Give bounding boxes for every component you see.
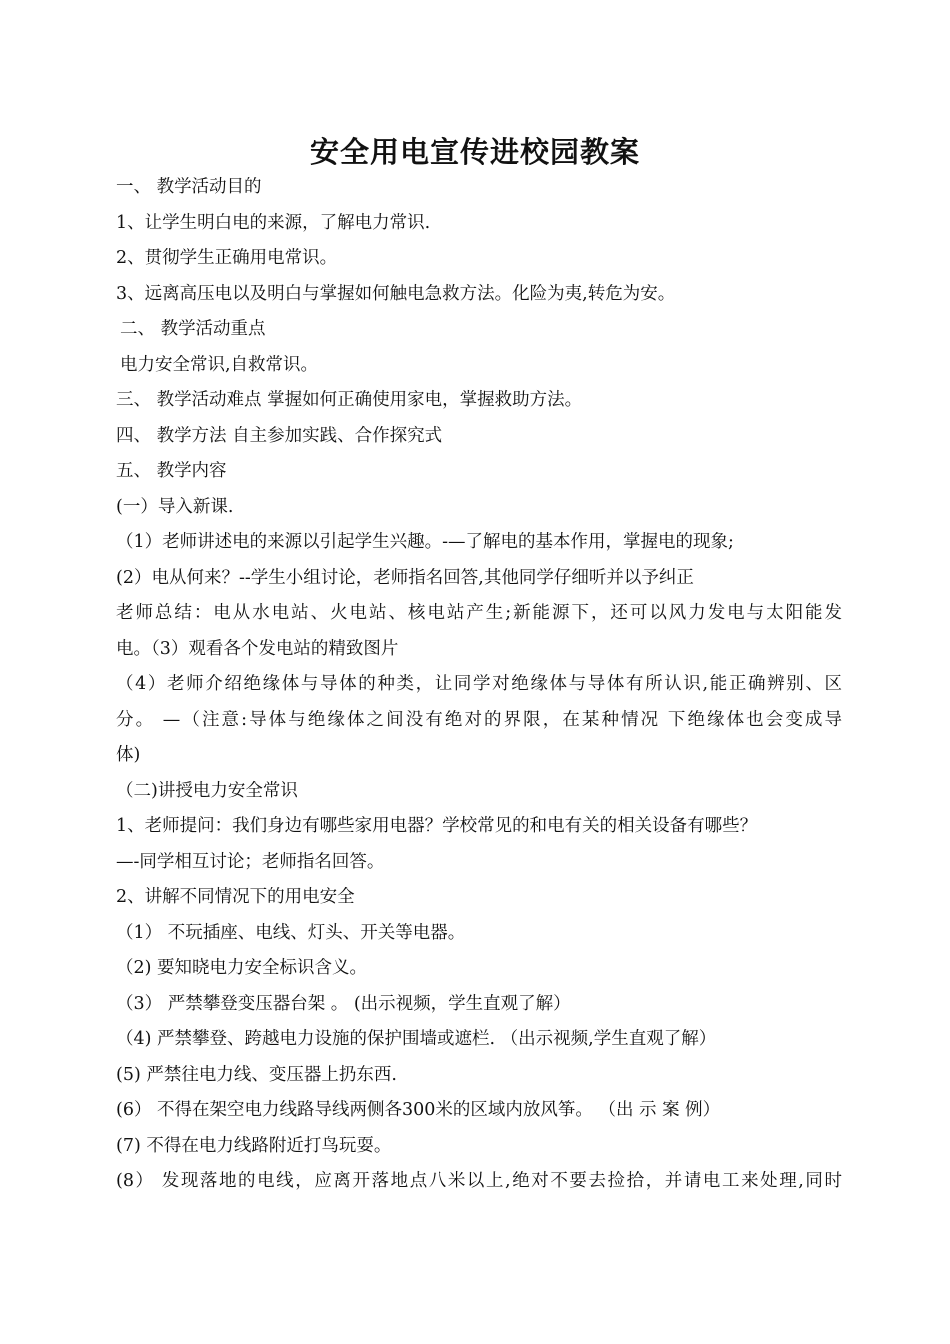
content-line: （1）老师讲述电的来源以引起学生兴趣。-—了解电的基本作用，掌握电的现象; [116,532,734,552]
content-line: (2）电从何来？--学生小组讨论，老师指名回答,其他同学仔细听并以予纠正 [116,567,694,588]
content-line: （4）老师介绍绝缘体与导体的种类，让同学对绝缘体与导体有所认识,能正确辨别、区 [116,674,842,694]
safety-rule: （2) 要知晓电力安全标识含义。 [116,958,368,978]
heading-difficulties: 三、 教学活动难点 掌握如何正确使用家电，掌握救助方法。 [116,390,583,410]
safety-rule: （3） 严禁攀登变压器台架 。 (出示视频，学生直观了解） [116,993,571,1014]
content-line: 2、讲解不同情况下的用电安全 [116,887,355,907]
key-points-text: 电力安全常识,自救常识。 [120,354,319,375]
content-line: 分。 —（注意:导体与绝缘体之间没有绝对的界限，在某种情况 下绝缘体也会变成导 [116,709,842,730]
objective-item-3: 3、远离高压电以及明白与掌握如何触电急救方法。化险为夷,转危为安。 [116,283,676,304]
content-line: 体) [116,745,141,765]
heading-objectives: 一、 教学活动目的 [116,177,262,197]
objective-item-2: 2、贯彻学生正确用电常识。 [116,248,338,268]
heading-methods: 四、 教学方法 自主参加实践、合作探究式 [116,425,443,446]
safety-rule: (5) 严禁往电力线、变压器上扔东西. [116,1064,397,1085]
content-line: 电。（3）观看各个发电站的精致图片 [116,638,399,659]
objective-item-1: 1、让学生明白电的来源，了解电力常识. [116,212,431,233]
heading-content: 五、 教学内容 [116,461,227,481]
document-body [116,170,842,1200]
content-line: 老师总结：电从水电站、火电站、核电站产生;新能源下，还可以风力发电与太阳能发 [116,603,842,623]
safety-rule: (6） 不得在架空电力线路导线两侧各300米的区域内放风筝。 （出 示 案 例） [116,1100,721,1120]
safety-rule: （4) 严禁攀登、跨越电力设施的保护围墙或遮栏. （出示视频,学生直观了解） [116,1029,717,1049]
safety-rule: （1） 不玩插座、电线、灯头、开关等电器。 [116,922,466,943]
section-safety: （二)讲授电力安全常识 [116,780,298,801]
section-intro: (一）导入新课. [116,496,234,517]
heading-key-points: 二、 教学活动重点 [120,319,266,339]
safety-rule: (7) 不得在电力线路附近打鸟玩耍。 [116,1135,392,1156]
document-title: 安全用电宣传进校园教案 [309,135,640,169]
content-line: —-同学相互讨论；老师指名回答。 [116,851,385,872]
safety-rule: (8） 发现落地的电线，应离开落地点八米以上,绝对不要去捡拾，并请电工来处理,同时 [116,1171,842,1191]
content-line: 1、老师提问：我们身边有哪些家用电器？学校常见的和电有关的相关设备有哪些？ [116,816,758,836]
